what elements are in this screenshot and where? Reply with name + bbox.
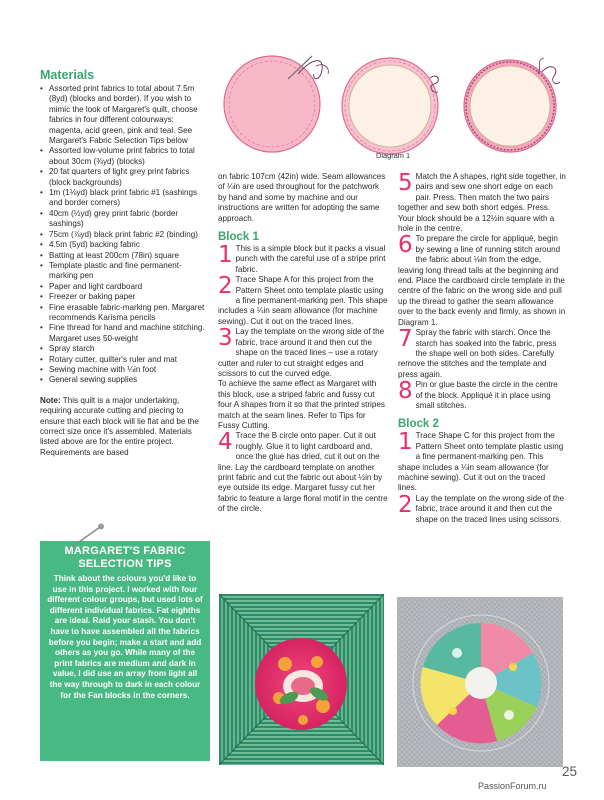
note-label: Note: [40, 395, 61, 405]
step-number: 4 [218, 429, 233, 456]
step-number: 2 [218, 273, 233, 300]
list-item: • Fine thread for hand and machine stitching. Margaret uses 50-weight [40, 323, 208, 344]
materials-heading: Materials [40, 68, 95, 82]
step-text: Spray the fabric with starch. Once the starch has soaked into the fabric, press the shape well on both sides. Carefully remove the stitches and the template and press again. [398, 328, 557, 379]
block2-heading: Block 2 [398, 418, 439, 431]
step-number: 7 [398, 326, 413, 353]
diagram-circle-2 [342, 58, 438, 154]
step-text: Lay the template on the wrong side of the fabric, trace around it and then cut the shape on the traced lines using scissors. [415, 493, 565, 524]
list-item: • Spray starch [40, 344, 208, 354]
list-item: • 4.5m (5yd) backing fabric [40, 240, 208, 250]
list-item: • 40cm (½yd) grey print fabric (border sashings) [40, 209, 208, 230]
step-text: Lay the template on the wrong side of the fabric, trace around it and then cut the shape on the traced lines – use a rotary cutter and ruler to cut straight edges and scissors to cut the curved edge. [218, 327, 385, 378]
step-text: To prepare the circle for appliqué, begin by sewing a line of running stitch around the fabric about ⅛in from the edge, leaving long thread tails at the beginning and end. Place the cardboard circle template in the centre of the fabric on the wrong side and pull up the thread to gather the seam allowance over to the back evenly and firmly, as shown in Diagram 1. [398, 234, 566, 327]
list-item: • Assorted print fabrics to total about 7.5m (8yd) (blocks and border). If you wish to mimic the look of Margaret's quilt, choose fabrics in four different colourways: magenta, acid green, pink and teal. See Margaret's Fabric Selection Tips below [40, 84, 208, 146]
step-text: Pin or glue baste the circle in the centre of the block. Appliqué it in place using small stitches. [415, 380, 558, 410]
step-text: This is a simple block but it packs a visual punch with the careful use of a stripe print fabric. [235, 244, 386, 274]
block2-step-1 [398, 431, 566, 493]
step-number: 6 [398, 232, 413, 259]
step-2 [218, 275, 388, 327]
list-item: • 75cm (⅞yd) black print fabric #2 (binding) [40, 230, 208, 240]
tips-heading: MARGARET'S FABRIC SELECTION TIPS [64, 545, 186, 570]
tips-body: Think about the colours you'd like to use in this project. I worked with four different colour groups, but used lots of different individual fabrics. Fat eighths are ideal. Raid your stash. You don't have to have assembled all the fabrics before you begin; make a start and add others as you go. While many of the print fabrics are medium and dark in value, I did use an array from light all the way through to dark in each colour for the Fan blocks in the corners. [47, 574, 203, 700]
step-number: 1 [218, 242, 233, 269]
instructions-middle [218, 172, 388, 515]
pin-icon [70, 523, 106, 549]
step-6 [398, 234, 566, 328]
step-number: 2 [398, 491, 413, 518]
list-item: • General sewing supplies [40, 375, 208, 385]
note-text: This quilt is a major undertaking, requiring accurate cutting and piecing to ensure that each block will lie flat and be the correct size once it's assembled. Materials listed above are for the entire project. Requirements are based [40, 395, 199, 457]
list-item: • Template plastic and fine permanent-marking pen [40, 261, 208, 282]
list-item: • Rotary cutter, quilter's ruler and mat [40, 355, 208, 365]
list-item: • 20 fat quarters of light grey print fabrics (block backgrounds) [40, 167, 208, 188]
step-number: 8 [398, 378, 413, 405]
list-item: • Fine erasable fabric-marking pen. Margaret recommends Karisma pencils [40, 303, 208, 324]
instructions-right [398, 172, 566, 525]
diagram-circle-1 [224, 56, 328, 152]
diagram-circle-3 [464, 58, 560, 152]
step-text: Match the A shapes, right side together, in pairs and sew one short edge on each pair. Press. Then match the two pairs together and sew both short edges. Press. Your block should be a 12½in square with a hole in the centre. [398, 172, 566, 234]
step-text: Trace Shape C for this project from the Pattern Sheet onto template plastic using a fine permanent-marking pen. This shape includes a ¼in seam allowance (for machine sewing). Cut it out on the traced lines. [398, 431, 564, 493]
step-text: Trace Shape A for this project from the Pattern Sheet onto template plastic using a fine permanent-marking pen. This shape includes a ¼in seam allowance (for machine sewing). Cut it out on the traced lines. [218, 275, 388, 326]
step-3 [218, 327, 388, 379]
step-5 [398, 172, 566, 234]
watermark-text: PassionForum.ru [478, 781, 547, 791]
materials-section [40, 68, 208, 458]
step-7 [398, 328, 566, 380]
list-item: • Sewing machine with ¼in foot [40, 365, 208, 375]
step-4 [218, 431, 388, 514]
block1-photo [219, 594, 384, 765]
list-item: • Assorted low-volume print fabrics to total about 30cm (⅜yd) (blocks) [40, 146, 208, 167]
step-number: 3 [218, 325, 233, 352]
fabric-tips-box [40, 541, 210, 761]
list-item: • Paper and light cardboard [40, 282, 208, 292]
list-item: • 1m (1⅛yd) black print fabric #1 (sashings and border corners) [40, 188, 208, 209]
step-8 [398, 380, 566, 411]
aside-text: To achieve the same effect as Margaret with this block, use a striped fabric and fussy cut four A shapes from it so that the printed stripes match at the seam lines. Refer to Tips for Fussy Cutting. [218, 379, 385, 430]
block2-step-2 [398, 491, 566, 525]
materials-note [40, 396, 208, 458]
materials-list [40, 84, 208, 386]
block1-heading: Block 1 [218, 231, 259, 244]
block2-photo [397, 597, 563, 767]
list-item: • Batting at least 200cm (78in) square [40, 251, 208, 261]
step-text: Trace the B circle onto paper. Cut it out roughly. Glue it to light cardboard and, once the glue has dried, cut it out on the line. Lay the cardboard template on another print fabric and cut the fabric out about ½in by eye outside its edge. Margaret fussy cut her fabric to feature a large floral motif in the centre of the circle. [218, 431, 388, 514]
list-item: • Freezer or baking paper [40, 292, 208, 302]
page-number: 25 [562, 764, 578, 779]
intro-text: on fabric 107cm (42in) wide. Seam allowances of ¼in are used throughout for the patchwork by hand and some by machine and our instructions are written for adopting the same approach. [218, 172, 386, 223]
diagram-caption: Diagram 1 [376, 151, 411, 160]
step-1 [218, 244, 388, 275]
step-number: 1 [398, 429, 413, 456]
step-number: 5 [398, 170, 413, 196]
diagram-1 [220, 44, 560, 164]
